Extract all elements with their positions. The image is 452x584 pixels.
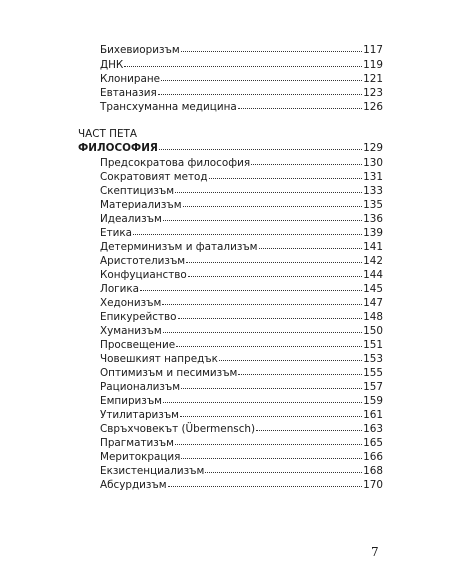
dot-leader	[163, 323, 362, 333]
toc-entry	[100, 310, 383, 324]
toc-entry-page: 168	[363, 465, 383, 477]
toc-entry	[100, 254, 383, 268]
toc-entry	[100, 156, 383, 170]
dot-leader	[181, 42, 362, 52]
toc-entry-title: Логика	[100, 283, 140, 295]
toc-entry-page: 142	[363, 255, 383, 267]
toc-entry	[100, 478, 383, 492]
toc-entry	[100, 58, 383, 72]
toc-entry	[100, 43, 383, 57]
dot-leader	[188, 267, 362, 277]
page-number: 7	[371, 545, 379, 559]
toc-entry-title: Утилитаризъм	[100, 409, 180, 421]
toc-entry-title: Човешкият напредък	[100, 353, 218, 365]
toc-entry-title: Емпиризъм	[100, 395, 163, 407]
dot-leader	[162, 295, 362, 305]
dot-leader	[256, 421, 362, 431]
toc-entry-page: 144	[363, 269, 383, 281]
toc-entry-title: Меритокрация	[100, 451, 181, 463]
dot-leader	[124, 57, 362, 67]
toc-entry	[100, 268, 383, 282]
toc-entry-title: Просвещение	[100, 339, 176, 351]
toc-entry	[100, 198, 383, 212]
toc-entry-page: 157	[363, 381, 383, 393]
dot-leader	[209, 169, 363, 179]
toc-entry-title: Скептицизъм	[100, 185, 175, 197]
toc-entry-page: 170	[363, 479, 383, 491]
toc-entry-title: Детерминизъм и фатализъм	[100, 241, 258, 253]
toc-entry-page: 163	[363, 423, 383, 435]
dot-leader	[205, 463, 362, 473]
toc-entry	[100, 100, 383, 114]
toc-entry-title: Предсократова философия	[100, 157, 251, 169]
toc-entry-page: 133	[363, 185, 383, 197]
toc-entry-title: Клониране	[100, 73, 161, 85]
toc-entry-title: Бихевиоризъм	[100, 44, 180, 56]
toc-entry-page: 147	[363, 297, 383, 309]
toc-entry-page: 161	[363, 409, 383, 421]
toc-entry-title: Идеализъм	[100, 213, 162, 225]
toc-entry	[100, 422, 383, 436]
toc-entry-page: 166	[363, 451, 383, 463]
toc-entry	[100, 170, 383, 184]
dot-leader	[181, 379, 362, 389]
toc-entry-title: Сократовият метод	[100, 171, 208, 183]
dot-leader	[259, 239, 363, 249]
toc-entry-page: 136	[363, 213, 383, 225]
dot-leader	[163, 393, 362, 403]
toc-entry-title: ДНК	[100, 59, 124, 71]
toc-entry-title: Хуманизъм	[100, 325, 162, 337]
toc-entry	[100, 296, 383, 310]
dot-leader	[140, 281, 362, 291]
toc-entry	[100, 394, 383, 408]
toc-entry-title: Екзистенциализъм	[100, 465, 205, 477]
dot-leader	[238, 365, 362, 375]
dot-leader	[159, 140, 362, 150]
toc-entry-title: Материализъм	[100, 199, 182, 211]
dot-leader	[180, 407, 362, 417]
toc-entry-page: 131	[363, 171, 383, 183]
part-label: ЧАСТ ПЕТА	[78, 128, 137, 140]
part-title-entry	[78, 141, 383, 155]
toc-entry-page: 126	[363, 101, 383, 113]
toc-entry-page: 150	[363, 325, 383, 337]
dot-leader	[163, 211, 362, 221]
dot-leader	[186, 253, 362, 263]
toc-entry-page: 148	[363, 311, 383, 323]
toc-entry-title: Етика	[100, 227, 133, 239]
toc-entry-title: Абсурдизъм	[100, 479, 167, 491]
toc-entry	[100, 212, 383, 226]
toc-entry-title: Конфуцианство	[100, 269, 187, 281]
dot-leader	[175, 435, 362, 445]
dot-leader	[175, 183, 362, 193]
toc-entry-title: Трансхуманна медицина	[100, 101, 237, 113]
toc-entry	[100, 366, 383, 380]
dot-leader	[251, 155, 362, 165]
toc-entry-title: Хедонизъм	[100, 297, 162, 309]
dot-leader	[181, 449, 362, 459]
toc-entry-title: Оптимизъм и песимизъм	[100, 367, 238, 379]
toc-entry-title: Рационализъм	[100, 381, 181, 393]
toc-entry-title: Прагматизъм	[100, 437, 174, 449]
toc-entry	[100, 338, 383, 352]
toc-entry-page: 117	[363, 44, 383, 56]
toc-entry	[100, 86, 383, 100]
toc-entry-page: 121	[363, 73, 383, 85]
toc-entry-page: 123	[363, 87, 383, 99]
toc-entry	[100, 72, 383, 86]
dot-leader	[183, 197, 363, 207]
dot-leader	[219, 351, 362, 361]
toc-entry-page: 130	[363, 157, 383, 169]
toc-entry	[100, 184, 383, 198]
toc-entry-page: 145	[363, 283, 383, 295]
toc-entry-page: 135	[363, 199, 383, 211]
part-title: ФИЛОСОФИЯ	[78, 142, 158, 154]
toc-entry	[100, 324, 383, 338]
toc-entry-page: 141	[363, 241, 383, 253]
toc-entry	[100, 352, 383, 366]
dot-leader	[168, 477, 363, 487]
dot-leader	[158, 85, 362, 95]
toc-entry	[100, 464, 383, 478]
toc-entry-title: Свръхчовекът (Übermensch)	[100, 423, 256, 435]
dot-leader	[238, 99, 362, 109]
toc-entry	[100, 408, 383, 422]
toc-entry	[100, 226, 383, 240]
toc-entry-title: Аристотелизъм	[100, 255, 186, 267]
toc-entry-page: 153	[363, 353, 383, 365]
toc-entry	[100, 282, 383, 296]
toc-entry-title: Евтаназия	[100, 87, 157, 99]
toc-entry-page: 165	[363, 437, 383, 449]
part-page: 129	[363, 142, 383, 154]
dot-leader	[178, 309, 363, 319]
toc-entry	[100, 240, 383, 254]
toc-entry-page: 119	[363, 59, 383, 71]
toc-entry-page: 159	[363, 395, 383, 407]
toc-entry	[100, 380, 383, 394]
toc-entry	[100, 436, 383, 450]
toc-entry-title: Епикурейство	[100, 311, 177, 323]
dot-leader	[133, 225, 362, 235]
toc-entry	[100, 450, 383, 464]
toc-entry-page: 155	[363, 367, 383, 379]
toc-entry-page: 151	[363, 339, 383, 351]
toc-entry-page: 139	[363, 227, 383, 239]
dot-leader	[176, 337, 362, 347]
dot-leader	[161, 71, 362, 81]
